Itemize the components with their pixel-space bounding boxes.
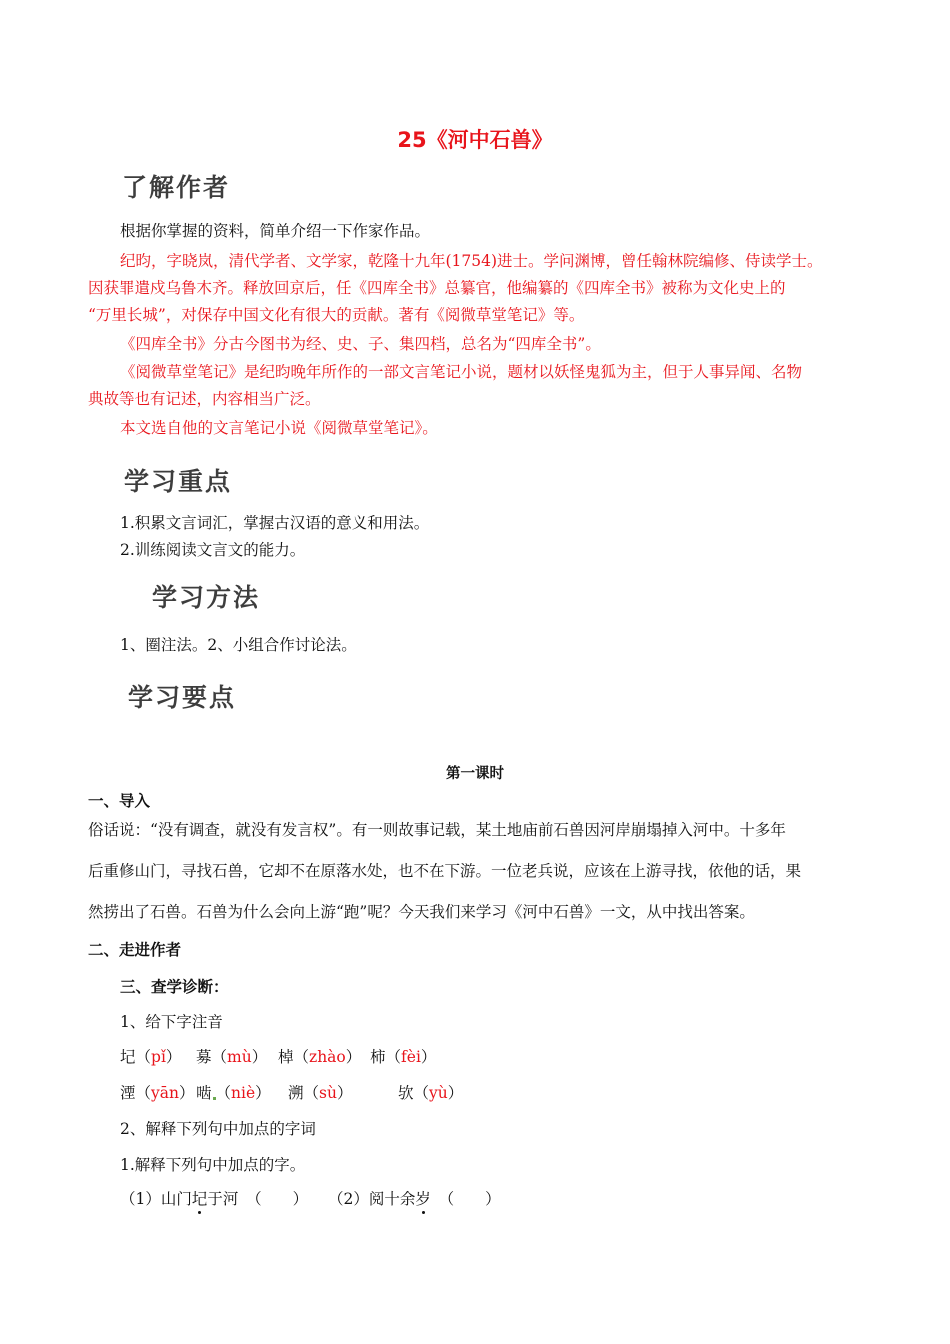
pinyin-char: 湮 <box>120 1084 136 1102</box>
pinyin-char: 欤 <box>398 1084 414 1102</box>
question-blank: （ ） <box>430 1190 501 1208</box>
section-header-essentials: 学习要点 <box>128 683 237 712</box>
pinyin-char: 募 <box>196 1048 212 1066</box>
pinyin-item: 圮（pǐ） <box>120 1048 182 1066</box>
pinyin-char: 棹 <box>278 1048 294 1066</box>
dotted-char: 圮 <box>191 1190 208 1208</box>
explain-question <box>120 1186 308 1213</box>
question-prefix: （2）阅十余 <box>328 1190 416 1208</box>
diagnosis-heading: 三、查学诊断： <box>120 978 229 996</box>
yuewei-note-line: 典故等也有记述，内容相当广泛。 <box>88 390 321 408</box>
section-header-key-points: 学习重点 <box>124 467 233 496</box>
pinyin-item: 柿（fèi） <box>370 1048 437 1066</box>
pinyin-reading: yān <box>151 1084 180 1102</box>
question-prefix: （1）山门 <box>120 1190 192 1208</box>
author-bio-line: “万里长城”，对保存中国文化有很大的贡献。著有《阅微草堂笔记》等。 <box>88 306 585 324</box>
section-header-author: 了解作者 <box>122 173 231 202</box>
intro-line: 俗话说：“没有调查，就没有发言权”。有一则故事记载，某土地庙前石兽因河岸崩塌掉入河中。十多年 <box>88 821 786 839</box>
pinyin-item: 啮 （niè） <box>196 1084 271 1102</box>
pinyin-reading: yù <box>429 1084 448 1102</box>
pinyin-item: 欤（yù） <box>398 1084 464 1102</box>
pinyin-char: 溯 <box>288 1084 304 1102</box>
author-section-heading: 二、走进作者 <box>88 941 182 959</box>
author-bio-line: 因获罪遣戍乌鲁木齐。释放回京后，任《四库全书》总纂官，他编纂的《四库全书》被称为文化史上的 <box>88 279 786 297</box>
source-note: 本文选自他的文言笔记小说《阅微草堂笔记》。 <box>120 419 438 437</box>
intro-line: 后重修山门，寻找石兽，它却不在原落水处，也不在下游。一位老兵说，应该在上游寻找，依他的话，果 <box>88 862 802 880</box>
pinyin-heading: 1、给下字注音 <box>120 1013 223 1031</box>
pinyin-char: 柿 <box>370 1048 386 1066</box>
pinyin-reading: niè <box>231 1084 256 1102</box>
pinyin-reading: zhào <box>309 1048 346 1066</box>
siku-note: 《四库全书》分古今图书为经、史、子、集四档，总名为“四库全书”。 <box>120 335 601 353</box>
explain-subheading: 1.解释下列句中加点的字。 <box>120 1156 306 1174</box>
pinyin-reading: fèi <box>401 1048 421 1066</box>
pinyin-char: 啮 <box>196 1084 212 1102</box>
author-bio-line: 纪昀，字晓岚，清代学者、文学家，乾隆十九年(1754)进士。学问渊博，曾任翰林院编修、侍读学士。 <box>120 252 823 270</box>
section-header-method: 学习方法 <box>152 583 261 612</box>
doc-title: 25《河中石兽》 <box>397 128 553 152</box>
intro-line: 然捞出了石兽。石兽为什么会向上游“跑”呢？今天我们来学习《河中石兽》一文，从中找出答案。 <box>88 903 755 921</box>
explain-heading: 2、解释下列句中加点的字词 <box>120 1120 316 1138</box>
yuewei-note-line: 《阅微草堂笔记》是纪昀晚年所作的一部文言笔记小说，题材以妖怪鬼狐为主，但于人事异闻、名物 <box>120 363 803 381</box>
mark-icon <box>213 1097 216 1100</box>
pinyin-item: 溯（sù） <box>288 1084 353 1102</box>
pinyin-reading: pǐ <box>151 1048 166 1066</box>
pinyin-item: 募（mù） <box>196 1048 268 1066</box>
pinyin-reading: sù <box>319 1084 337 1102</box>
dotted-char: 岁 <box>415 1190 431 1208</box>
author-prompt: 根据你掌握的资料，简单介绍一下作家作品。 <box>120 222 431 240</box>
pinyin-char: 圮 <box>120 1048 136 1066</box>
method-text: 1、圈注法。2、小组合作讨论法。 <box>120 636 357 654</box>
pinyin-item: 棹（zhào） <box>278 1048 362 1066</box>
explain-question <box>328 1186 501 1213</box>
pinyin-reading: mù <box>227 1048 252 1066</box>
key-point-item: 2.训练阅读文言文的能力。 <box>120 541 306 559</box>
question-blank: 于河 （ ） <box>207 1190 309 1208</box>
key-point-item: 1.积累文言词汇，掌握古汉语的意义和用法。 <box>120 514 430 532</box>
intro-heading: 一、导入 <box>88 792 151 810</box>
pinyin-item: 湮（yān） <box>120 1084 195 1102</box>
lesson-title: 第一课时 <box>446 766 504 782</box>
